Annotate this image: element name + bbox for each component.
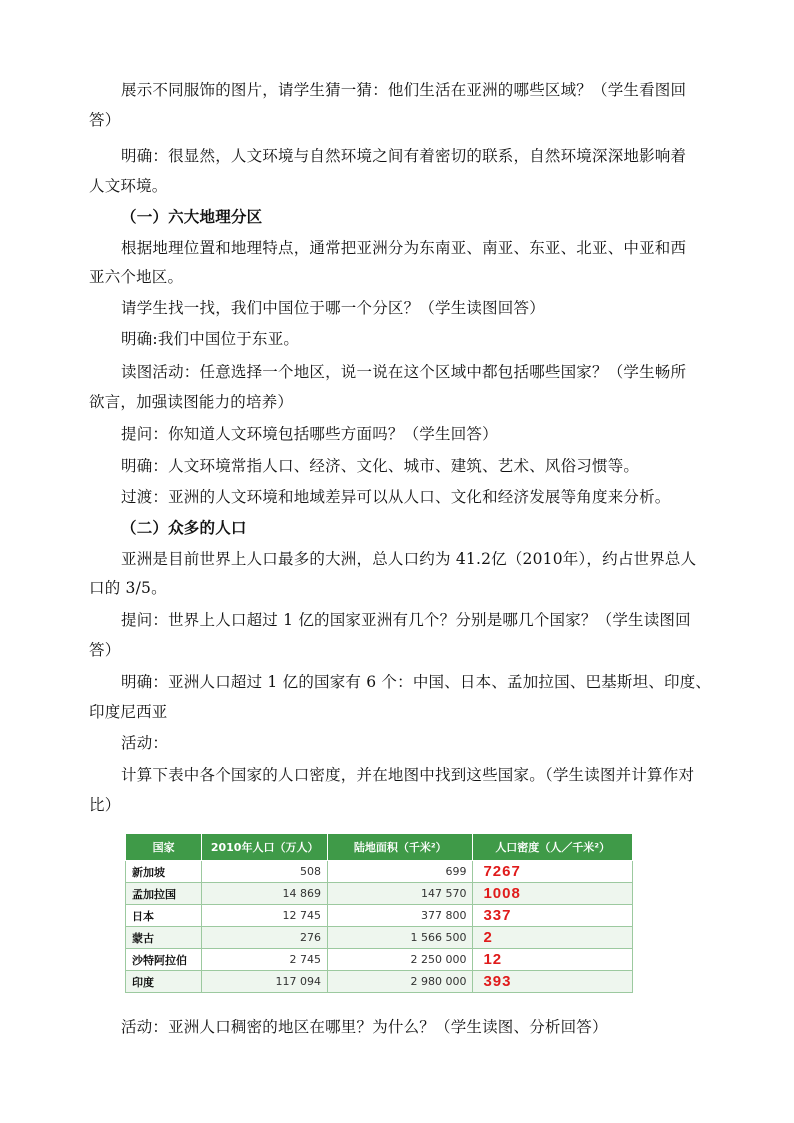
table-body bbox=[126, 861, 633, 993]
header-area: 陆地面积（千米²） bbox=[328, 834, 473, 861]
table-header-row bbox=[126, 834, 633, 861]
cell-density: 12 bbox=[473, 949, 633, 971]
cell-country: 印度 bbox=[126, 971, 202, 993]
paragraph-line: 明确:我们中国位于东亚。 bbox=[121, 330, 300, 348]
population-density-table bbox=[125, 833, 633, 993]
header-country: 国家 bbox=[126, 834, 202, 861]
paragraph-line: 答） bbox=[89, 111, 121, 129]
cell-density: 393 bbox=[473, 971, 633, 993]
cell-density: 1008 bbox=[473, 883, 633, 905]
table-row bbox=[126, 971, 633, 993]
table-row bbox=[126, 949, 633, 971]
header-population: 2010年人口（万人） bbox=[202, 834, 328, 861]
paragraph-line: 亚六个地区。 bbox=[89, 268, 184, 286]
paragraph-line: 提问：你知道人文环境包括哪些方面吗？（学生回答） bbox=[121, 425, 498, 443]
cell-area: 2 250 000 bbox=[328, 949, 473, 971]
cell-area: 377 800 bbox=[328, 905, 473, 927]
cell-area: 147 570 bbox=[328, 883, 473, 905]
paragraph-line: 答） bbox=[89, 641, 121, 659]
header-density: 人口密度（人／千米²） bbox=[473, 834, 633, 861]
cell-population: 117 094 bbox=[202, 971, 328, 993]
cell-country: 沙特阿拉伯 bbox=[126, 949, 202, 971]
paragraph-line: 明确：很显然，人文环境与自然环境之间有着密切的联系，自然环境深深地影响着 bbox=[121, 147, 687, 165]
table-row bbox=[126, 883, 633, 905]
paragraph-line: 提问：世界上人口超过 1 亿的国家亚洲有几个？分别是哪几个国家？（学生读图回 bbox=[121, 611, 691, 629]
cell-density: 337 bbox=[473, 905, 633, 927]
paragraph-line: 过渡：亚洲的人文环境和地域差异可以从人口、文化和经济发展等角度来分析。 bbox=[121, 488, 671, 506]
closing-activity: 活动：亚洲人口稠密的地区在哪里？为什么？（学生读图、分析回答） bbox=[121, 1018, 608, 1036]
paragraph-line: 展示不同服饰的图片，请学生猜一猜：他们生活在亚洲的哪些区域？（学生看图回 bbox=[121, 81, 687, 99]
paragraph-line: 明确：人文环境常指人口、经济、文化、城市、建筑、艺术、风俗习惯等。 bbox=[121, 457, 640, 475]
cell-population: 12 745 bbox=[202, 905, 328, 927]
cell-country: 蒙古 bbox=[126, 927, 202, 949]
cell-country: 孟加拉国 bbox=[126, 883, 202, 905]
paragraph-line: 读图活动：任意选择一个地区，说一说在这个区域中都包括哪些国家？（学生畅所 bbox=[121, 363, 687, 381]
table-row bbox=[126, 861, 633, 883]
paragraph-line: 请学生找一找，我们中国位于哪一个分区？（学生读图回答） bbox=[121, 299, 545, 317]
cell-population: 14 869 bbox=[202, 883, 328, 905]
cell-population: 508 bbox=[202, 861, 328, 883]
cell-density: 2 bbox=[473, 927, 633, 949]
paragraph-line: 亚洲是目前世界上人口最多的大洲，总人口约为 41.2亿（2010年），约占世界总人 bbox=[121, 550, 697, 568]
paragraph-line: 比） bbox=[89, 796, 121, 814]
section-heading: （一）六大地理分区 bbox=[121, 208, 263, 226]
paragraph-line: 明确：亚洲人口超过 1 亿的国家有 6 个：中国、日本、孟加拉国、巴基斯坦、印度、 bbox=[121, 673, 712, 691]
section-heading: （二）众多的人口 bbox=[121, 519, 247, 537]
cell-area: 699 bbox=[328, 861, 473, 883]
cell-area: 2 980 000 bbox=[328, 971, 473, 993]
cell-country: 日本 bbox=[126, 905, 202, 927]
cell-population: 2 745 bbox=[202, 949, 328, 971]
table-row bbox=[126, 905, 633, 927]
paragraph-line: 人文环境。 bbox=[89, 177, 168, 195]
paragraph-line: 口的 3/5。 bbox=[89, 579, 167, 597]
cell-area: 1 566 500 bbox=[328, 927, 473, 949]
paragraph-line: 活动： bbox=[121, 734, 169, 752]
paragraph-line: 计算下表中各个国家的人口密度，并在地图中找到这些国家。（学生读图并计算作对 bbox=[121, 766, 695, 784]
cell-density: 7267 bbox=[473, 861, 633, 883]
cell-population: 276 bbox=[202, 927, 328, 949]
paragraph-line: 印度尼西亚 bbox=[89, 703, 168, 721]
paragraph-line: 欲言，加强读图能力的培养） bbox=[89, 393, 294, 411]
table-row bbox=[126, 927, 633, 949]
paragraph-line: 根据地理位置和地理特点，通常把亚洲分为东南亚、南亚、东亚、北亚、中亚和西 bbox=[121, 239, 687, 257]
cell-country: 新加坡 bbox=[126, 861, 202, 883]
